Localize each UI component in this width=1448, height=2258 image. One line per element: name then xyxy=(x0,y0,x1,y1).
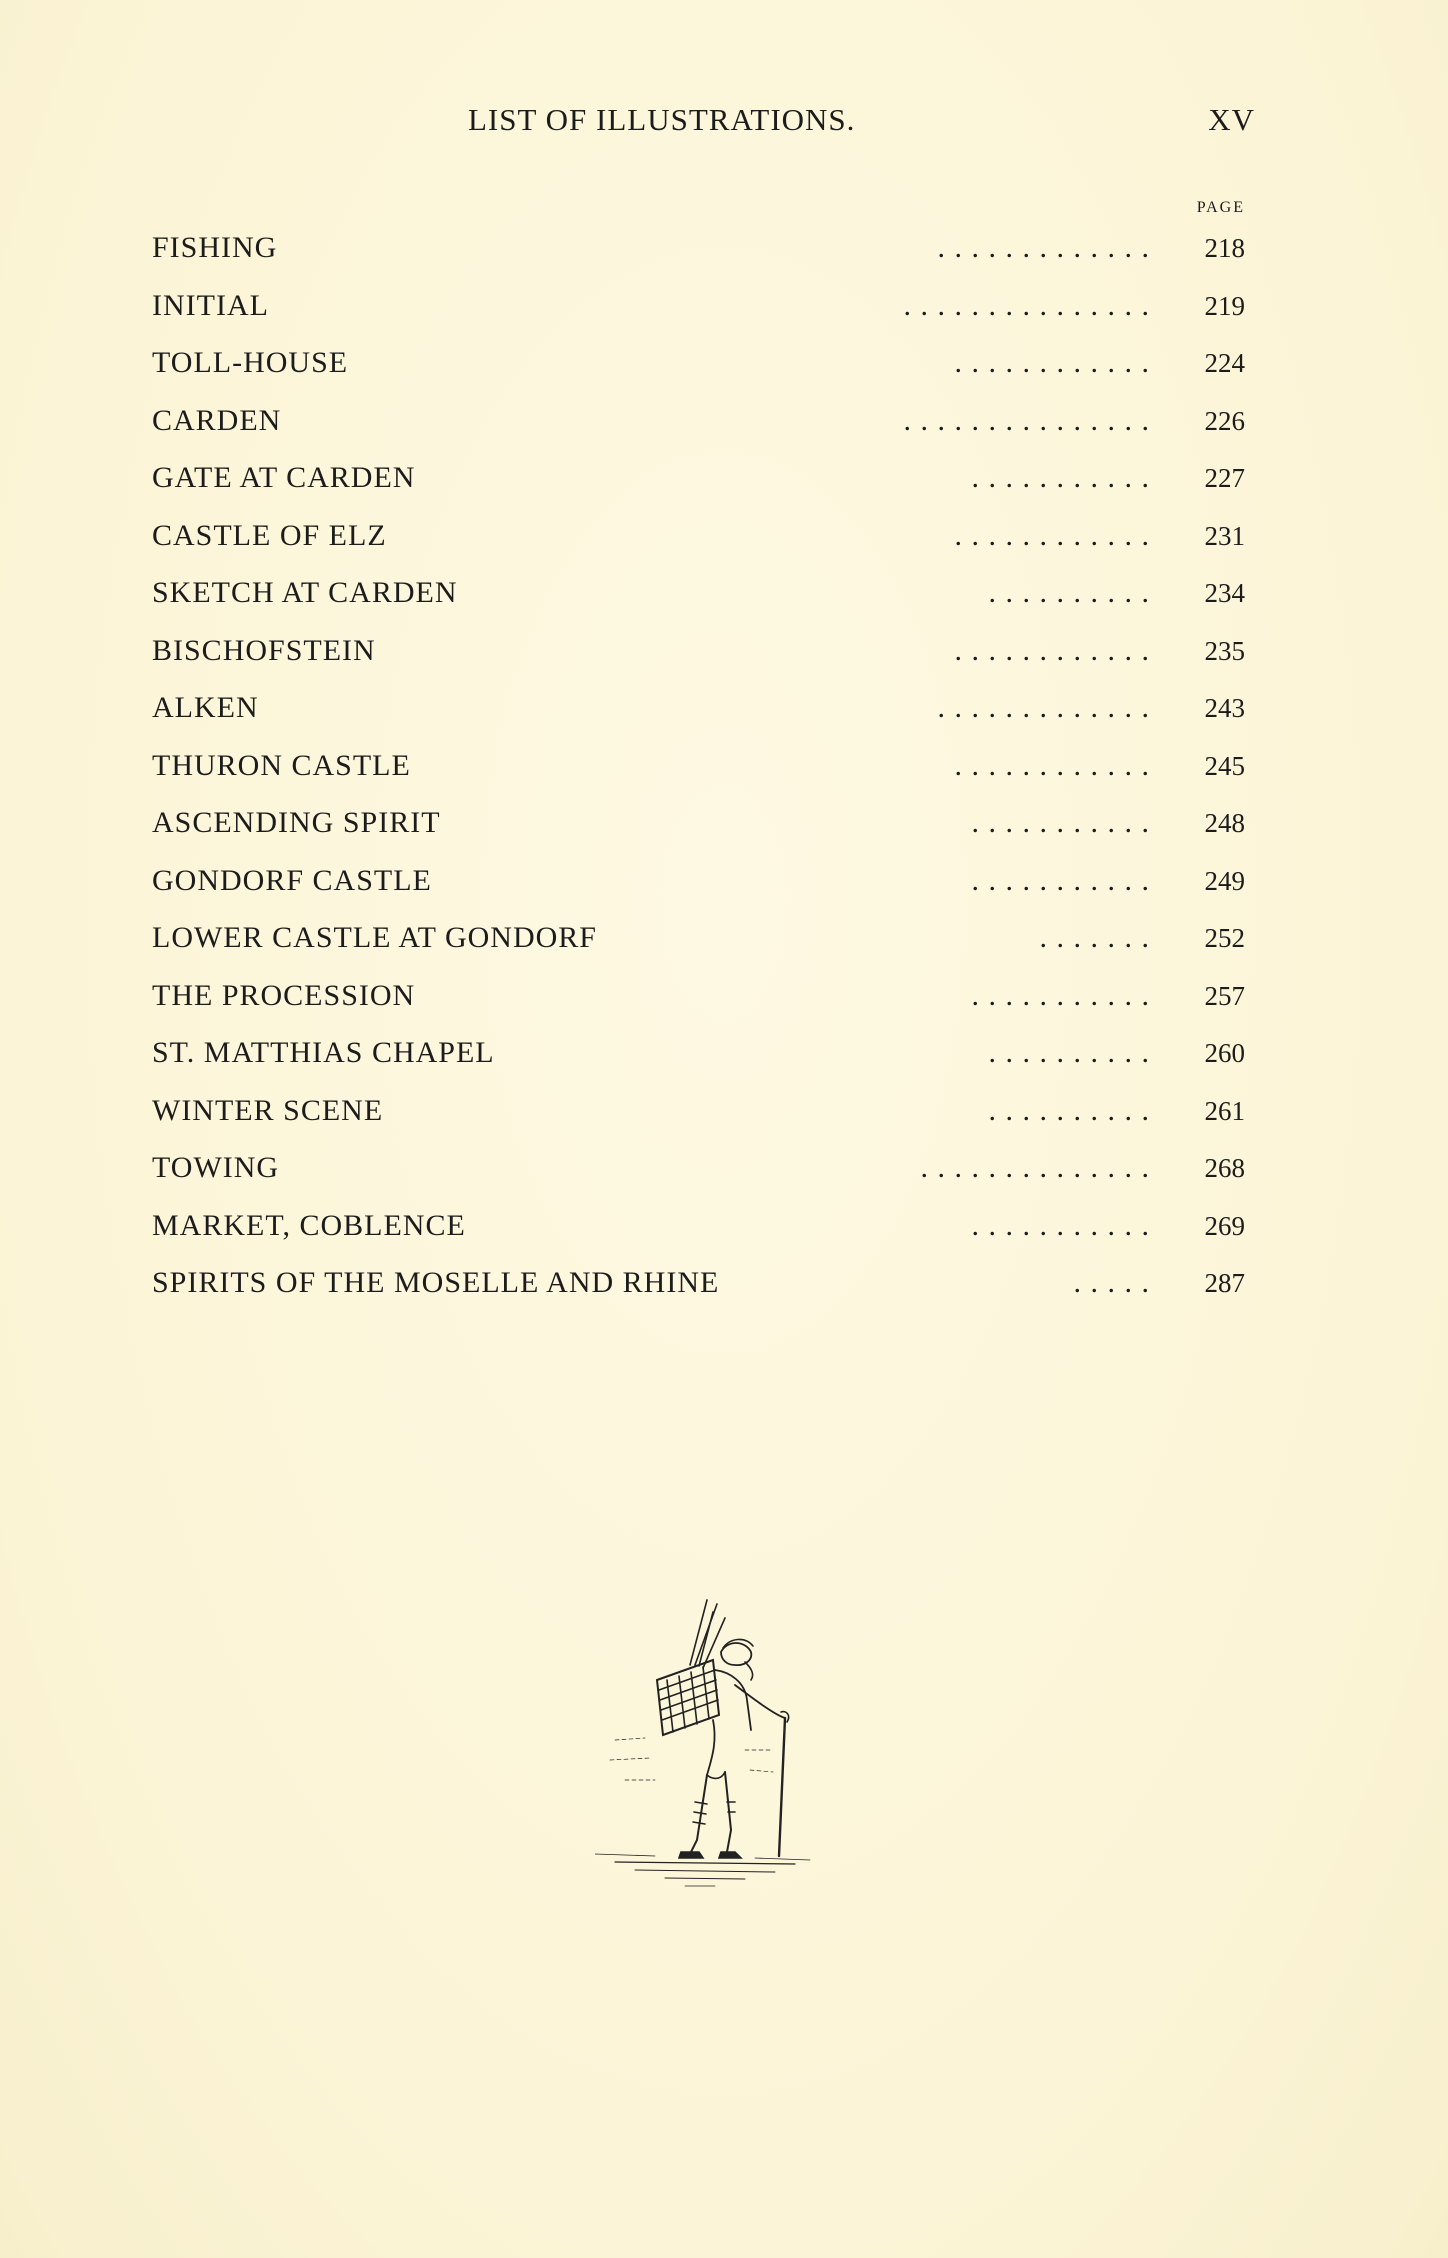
entry-page-number: 219 xyxy=(1204,290,1245,321)
dot-leader: . . . . . . . . . . . . . . . xyxy=(903,403,1150,437)
dot-leader: . . . . . . . . . . . . . . xyxy=(920,1151,1150,1184)
page-number: XV xyxy=(1208,102,1255,137)
entry-page-number: 226 xyxy=(1204,405,1245,436)
entry-title: SPIRITS OF THE MOSELLE AND RHINE xyxy=(152,1266,720,1299)
entry-page-number: 257 xyxy=(1204,980,1245,1011)
list-item xyxy=(152,516,1245,574)
entry-title: LOWER CASTLE AT GONDORF xyxy=(152,921,597,954)
list-item xyxy=(152,228,1245,286)
list-item xyxy=(152,1206,1245,1264)
list-item xyxy=(152,803,1245,861)
list-item xyxy=(152,746,1245,804)
entry-page-number: 268 xyxy=(1204,1153,1245,1183)
dot-leader: . . . . . . . . . . xyxy=(988,1036,1150,1069)
dot-leader: . . . . . . . . . . . . . xyxy=(937,231,1150,264)
entry-title: GONDORF CASTLE xyxy=(152,863,432,897)
dot-leader: . . . . . . . . . . . . xyxy=(954,346,1150,379)
entry-title: THE PROCESSION xyxy=(152,978,416,1012)
list-item xyxy=(152,976,1245,1034)
entry-page-number: 235 xyxy=(1204,635,1245,666)
entry-title: ST. MATTHIAS CHAPEL xyxy=(152,1036,495,1069)
dot-leader: . . . . . . . . . . . xyxy=(971,806,1150,839)
dot-leader: . . . . . . . . . . . xyxy=(971,978,1150,1012)
entry-page-number: 260 xyxy=(1204,1038,1245,1068)
entry-title: SKETCH AT CARDEN xyxy=(152,576,458,609)
dot-leader: . . . . . . . . . . . xyxy=(971,461,1150,494)
entry-page-number: 245 xyxy=(1204,750,1245,781)
entry-page-number: 243 xyxy=(1204,693,1245,723)
list-item xyxy=(152,631,1245,689)
entry-title: FISHING xyxy=(152,231,278,264)
entry-title: WINTER SCENE xyxy=(152,1093,384,1127)
entry-title: CARDEN xyxy=(152,403,282,437)
dot-leader: . . . . . xyxy=(1073,1266,1150,1299)
dot-leader: . . . . . . . . . . . xyxy=(971,1208,1150,1242)
entry-page-number: 218 xyxy=(1204,233,1245,263)
entry-page-number: 249 xyxy=(1204,865,1245,896)
list-item xyxy=(152,401,1245,459)
list-item xyxy=(152,1148,1245,1206)
dot-leader: . . . . . . . . . . . . xyxy=(954,518,1150,552)
pilgrim-vignette-illustration xyxy=(595,1590,815,1890)
entry-page-number: 227 xyxy=(1204,463,1245,493)
entry-title: THURON CASTLE xyxy=(152,748,411,782)
dot-leader: . . . . . . . . . . xyxy=(988,576,1150,609)
page-column-header: PAGE xyxy=(1196,199,1245,216)
entry-page-number: 287 xyxy=(1204,1268,1245,1298)
entry-page-number: 248 xyxy=(1204,808,1245,838)
entry-page-number: 224 xyxy=(1204,348,1245,378)
list-item xyxy=(152,1033,1245,1091)
running-head xyxy=(150,102,1255,142)
entry-page-number: 234 xyxy=(1204,578,1245,608)
dot-leader: . . . . . . . . . . . . . xyxy=(937,691,1150,724)
dot-leader: . . . . . . . . . . . . xyxy=(954,633,1150,667)
list-item xyxy=(152,573,1245,631)
list-item xyxy=(152,1091,1245,1149)
entry-title: INITIAL xyxy=(152,288,269,322)
entry-title: TOWING xyxy=(152,1151,280,1184)
entry-page-number: 231 xyxy=(1204,520,1245,551)
entry-title: BISCHOFSTEIN xyxy=(152,633,376,667)
entry-title: GATE AT CARDEN xyxy=(152,461,416,494)
entry-page-number: 252 xyxy=(1204,923,1245,953)
list-item xyxy=(152,861,1245,919)
list-item xyxy=(152,918,1245,976)
entry-page-number: 261 xyxy=(1204,1095,1245,1126)
dot-leader: . . . . . . . . . . . . xyxy=(954,748,1150,782)
entry-title: ASCENDING SPIRIT xyxy=(152,806,441,839)
entry-title: TOLL-HOUSE xyxy=(152,346,349,379)
dot-leader: . . . . . . . xyxy=(1039,921,1150,954)
illustrations-list xyxy=(152,228,1245,1321)
list-item xyxy=(152,343,1245,401)
entry-title: ALKEN xyxy=(152,691,259,724)
dot-leader: . . . . . . . . . . . . . . . xyxy=(903,288,1150,322)
list-item xyxy=(152,1263,1245,1321)
list-item xyxy=(152,286,1245,344)
list-item xyxy=(152,688,1245,746)
dot-leader: . . . . . . . . . . xyxy=(988,1093,1150,1127)
list-item xyxy=(152,458,1245,516)
entry-page-number: 269 xyxy=(1204,1210,1245,1241)
entry-title: CASTLE OF ELZ xyxy=(152,518,387,552)
entry-title: MARKET, COBLENCE xyxy=(152,1208,466,1242)
dot-leader: . . . . . . . . . . . xyxy=(971,863,1150,897)
page-title: LIST OF ILLUSTRATIONS. xyxy=(468,102,856,137)
